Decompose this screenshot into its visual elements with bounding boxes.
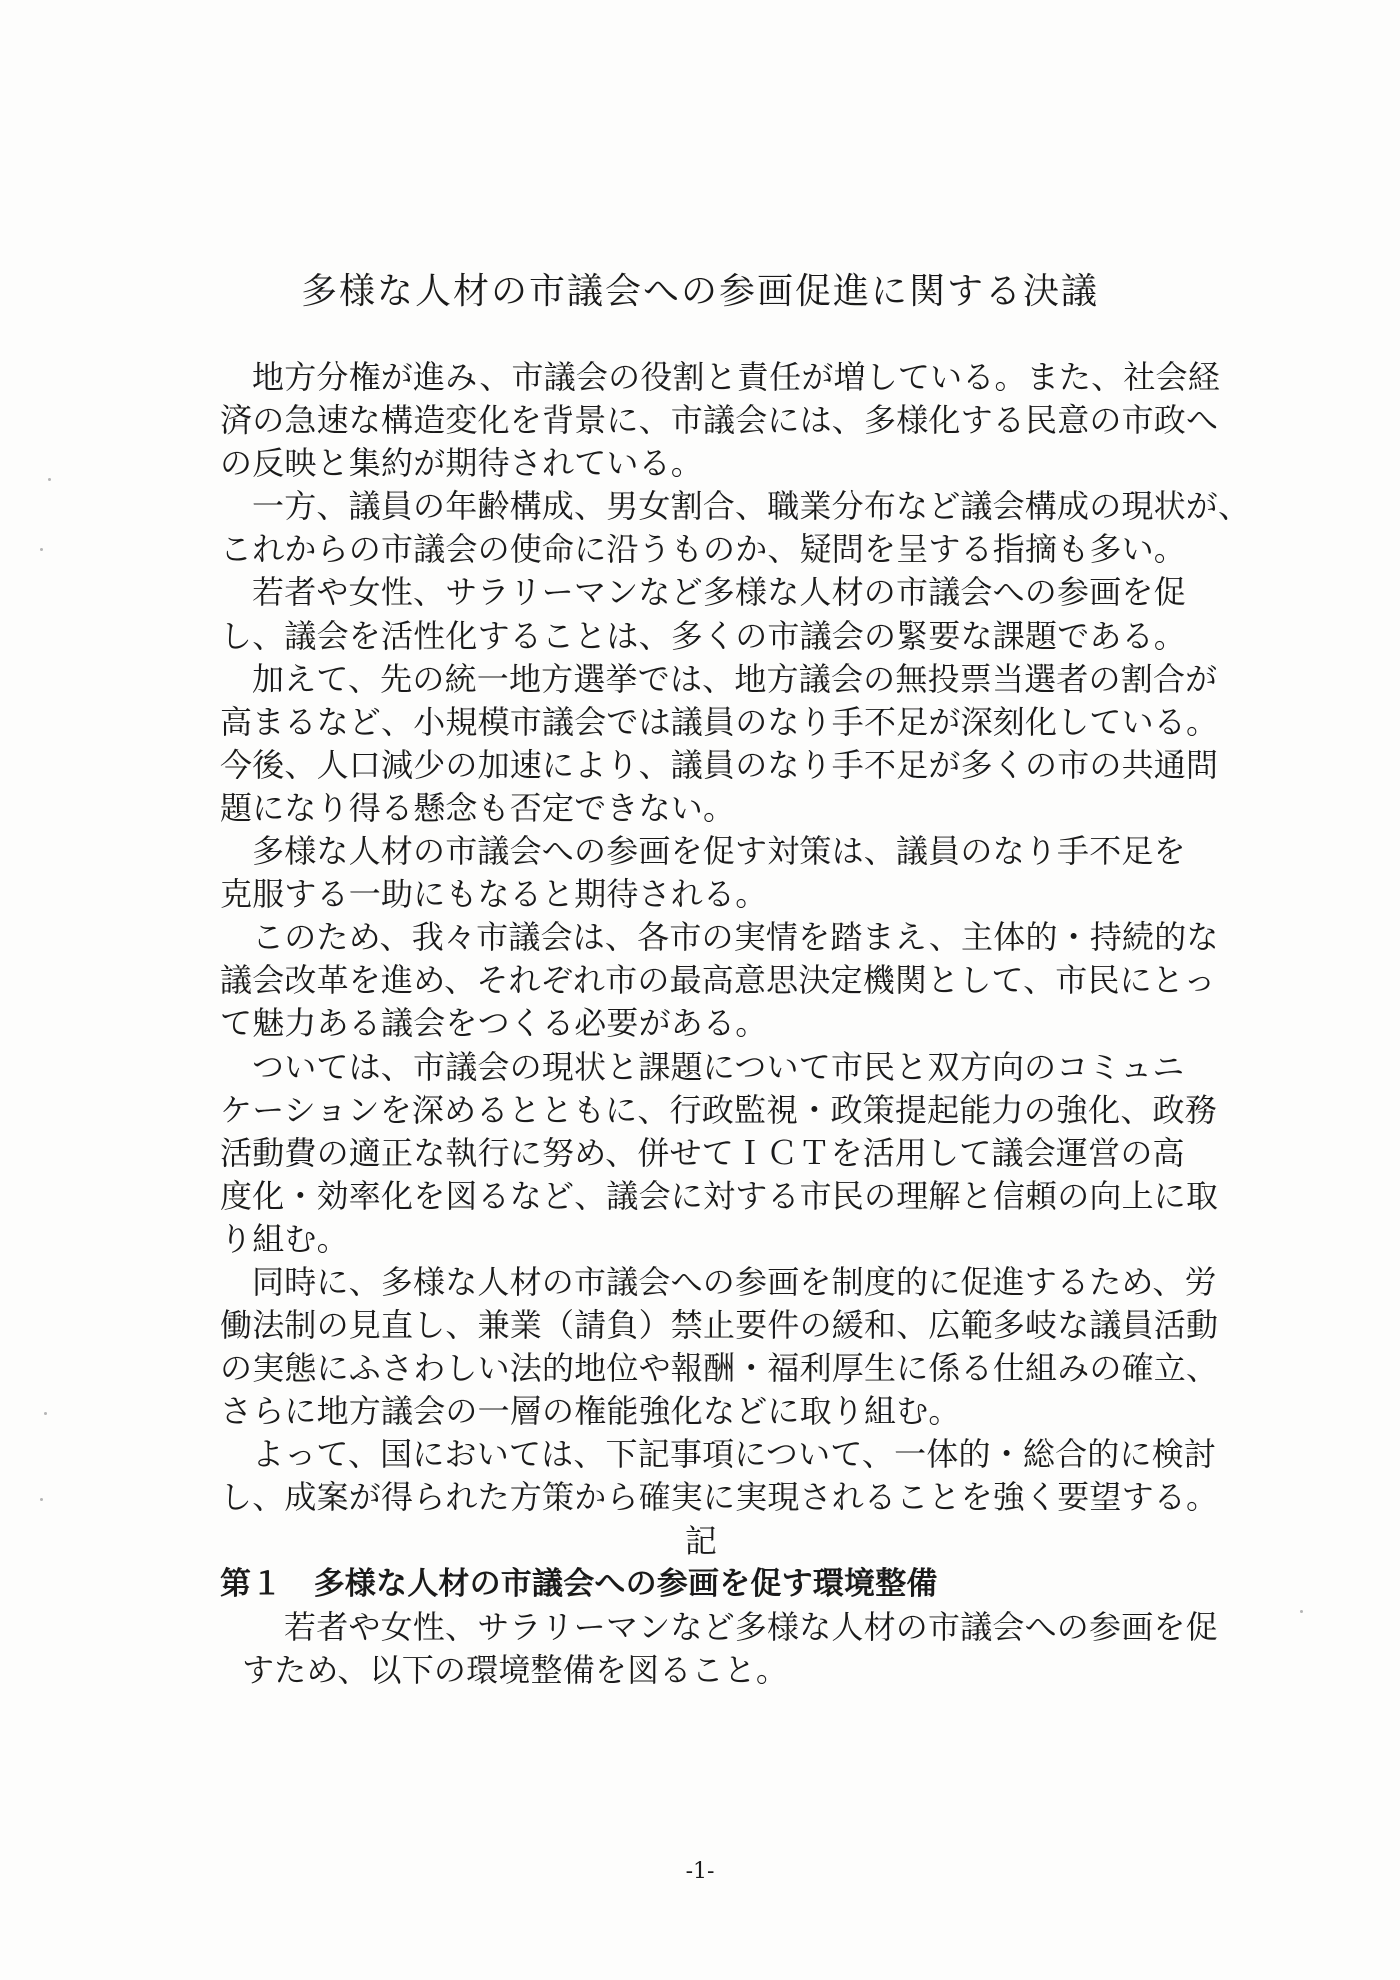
body-line: て魅力ある議会をつくる必要がある。 — [220, 1004, 768, 1043]
scan-speck — [1300, 1610, 1303, 1613]
body-line: これからの市議会の使命に沿うものか、疑問を呈する指摘も多い。 — [220, 530, 1187, 569]
body-line: 議会改革を進め、それぞれ市の最高意思決定機関として、市民にとっ — [220, 961, 1216, 1000]
section-body-line: 若者や女性、サラリーマンなど多様な人材の市議会への参画を促 — [284, 1607, 1218, 1646]
section-heading: 第１ 多様な人材の市議会への参画を促す環境整備 — [220, 1565, 938, 1602]
scan-speck — [40, 1498, 43, 1501]
body-line: よって、国においては、下記事項について、一体的・総合的に検討 — [252, 1435, 1217, 1474]
body-line: 一方、議員の年齢構成、男女割合、職業分布など議会構成の現状が、 — [252, 487, 1251, 526]
body-line: 克服する一助にもなると期待される。 — [220, 875, 768, 914]
body-line: 度化・効率化を図るなど、議会に対する市民の理解と信頼の向上に取 — [220, 1176, 1219, 1215]
scan-speck — [48, 478, 51, 481]
body-line: 若者や女性、サラリーマンなど多様な人材の市議会への参画を促 — [252, 573, 1186, 612]
body-line: 多様な人材の市議会への参画を促す対策は、議員のなり手不足を — [252, 832, 1186, 871]
page-number: -1- — [685, 1859, 715, 1884]
section-body-line: すため、以下の環境整備を図ること。 — [242, 1650, 789, 1689]
body-line: 働法制の見直し、兼業（請負）禁止要件の緩和、広範多岐な議員活動 — [220, 1306, 1219, 1345]
body-line: し、成案が得られた方策から確実に実現されることを強く要望する。 — [220, 1478, 1219, 1517]
body-line: ケーションを深めるとともに、行政監視・政策提起能力の強化、政務 — [220, 1090, 1217, 1129]
body-line: 題になり得る懸念も否定できない。 — [220, 788, 736, 827]
ki-marker: 記 — [684, 1521, 718, 1560]
scan-speck — [40, 548, 43, 551]
body-line: の実態にふさわしい法的地位や報酬・福利厚生に係る仕組みの確立、 — [220, 1349, 1219, 1388]
body-line: し、議会を活性化することは、多くの市議会の緊要な課題である。 — [220, 616, 1187, 655]
body-line: ついては、市議会の現状と課題について市民と双方向のコミュニ — [252, 1047, 1185, 1086]
body-line: 済の急速な構造変化を背景に、市議会には、多様化する民意の市政へ — [220, 401, 1219, 440]
body-line: の反映と集約が期待されている。 — [220, 444, 704, 483]
body-line: さらに地方議会の一層の権能強化などに取り組む。 — [220, 1392, 961, 1431]
body-line: 活動費の適正な執行に努め、併せてＩＣＴを活用して議会運営の高 — [220, 1133, 1185, 1172]
body-line: 同時に、多様な人材の市議会への参画を制度的に促進するため、労 — [252, 1262, 1217, 1301]
body-line: このため、我々市議会は、各市の実情を踏まえ、主体的・持続的な — [252, 918, 1219, 957]
body-line: 加えて、先の統一地方選挙では、地方議会の無投票当選者の割合が — [252, 659, 1218, 698]
body-line: 地方分権が進み、市議会の役割と責任が増している。また、社会経 — [252, 358, 1220, 396]
body-line: 高まるなど、小規模市議会では議員のなり手不足が深刻化している。 — [220, 702, 1219, 741]
document-title: 多様な人材の市議会への参画促進に関する決議 — [300, 271, 1099, 312]
body-line: り組む。 — [220, 1219, 349, 1258]
document-body — [220, 356, 1251, 1692]
scan-speck — [44, 1412, 47, 1415]
body-line: 今後、人口減少の加速により、議員のなり手不足が多くの市の共通問 — [220, 745, 1219, 784]
